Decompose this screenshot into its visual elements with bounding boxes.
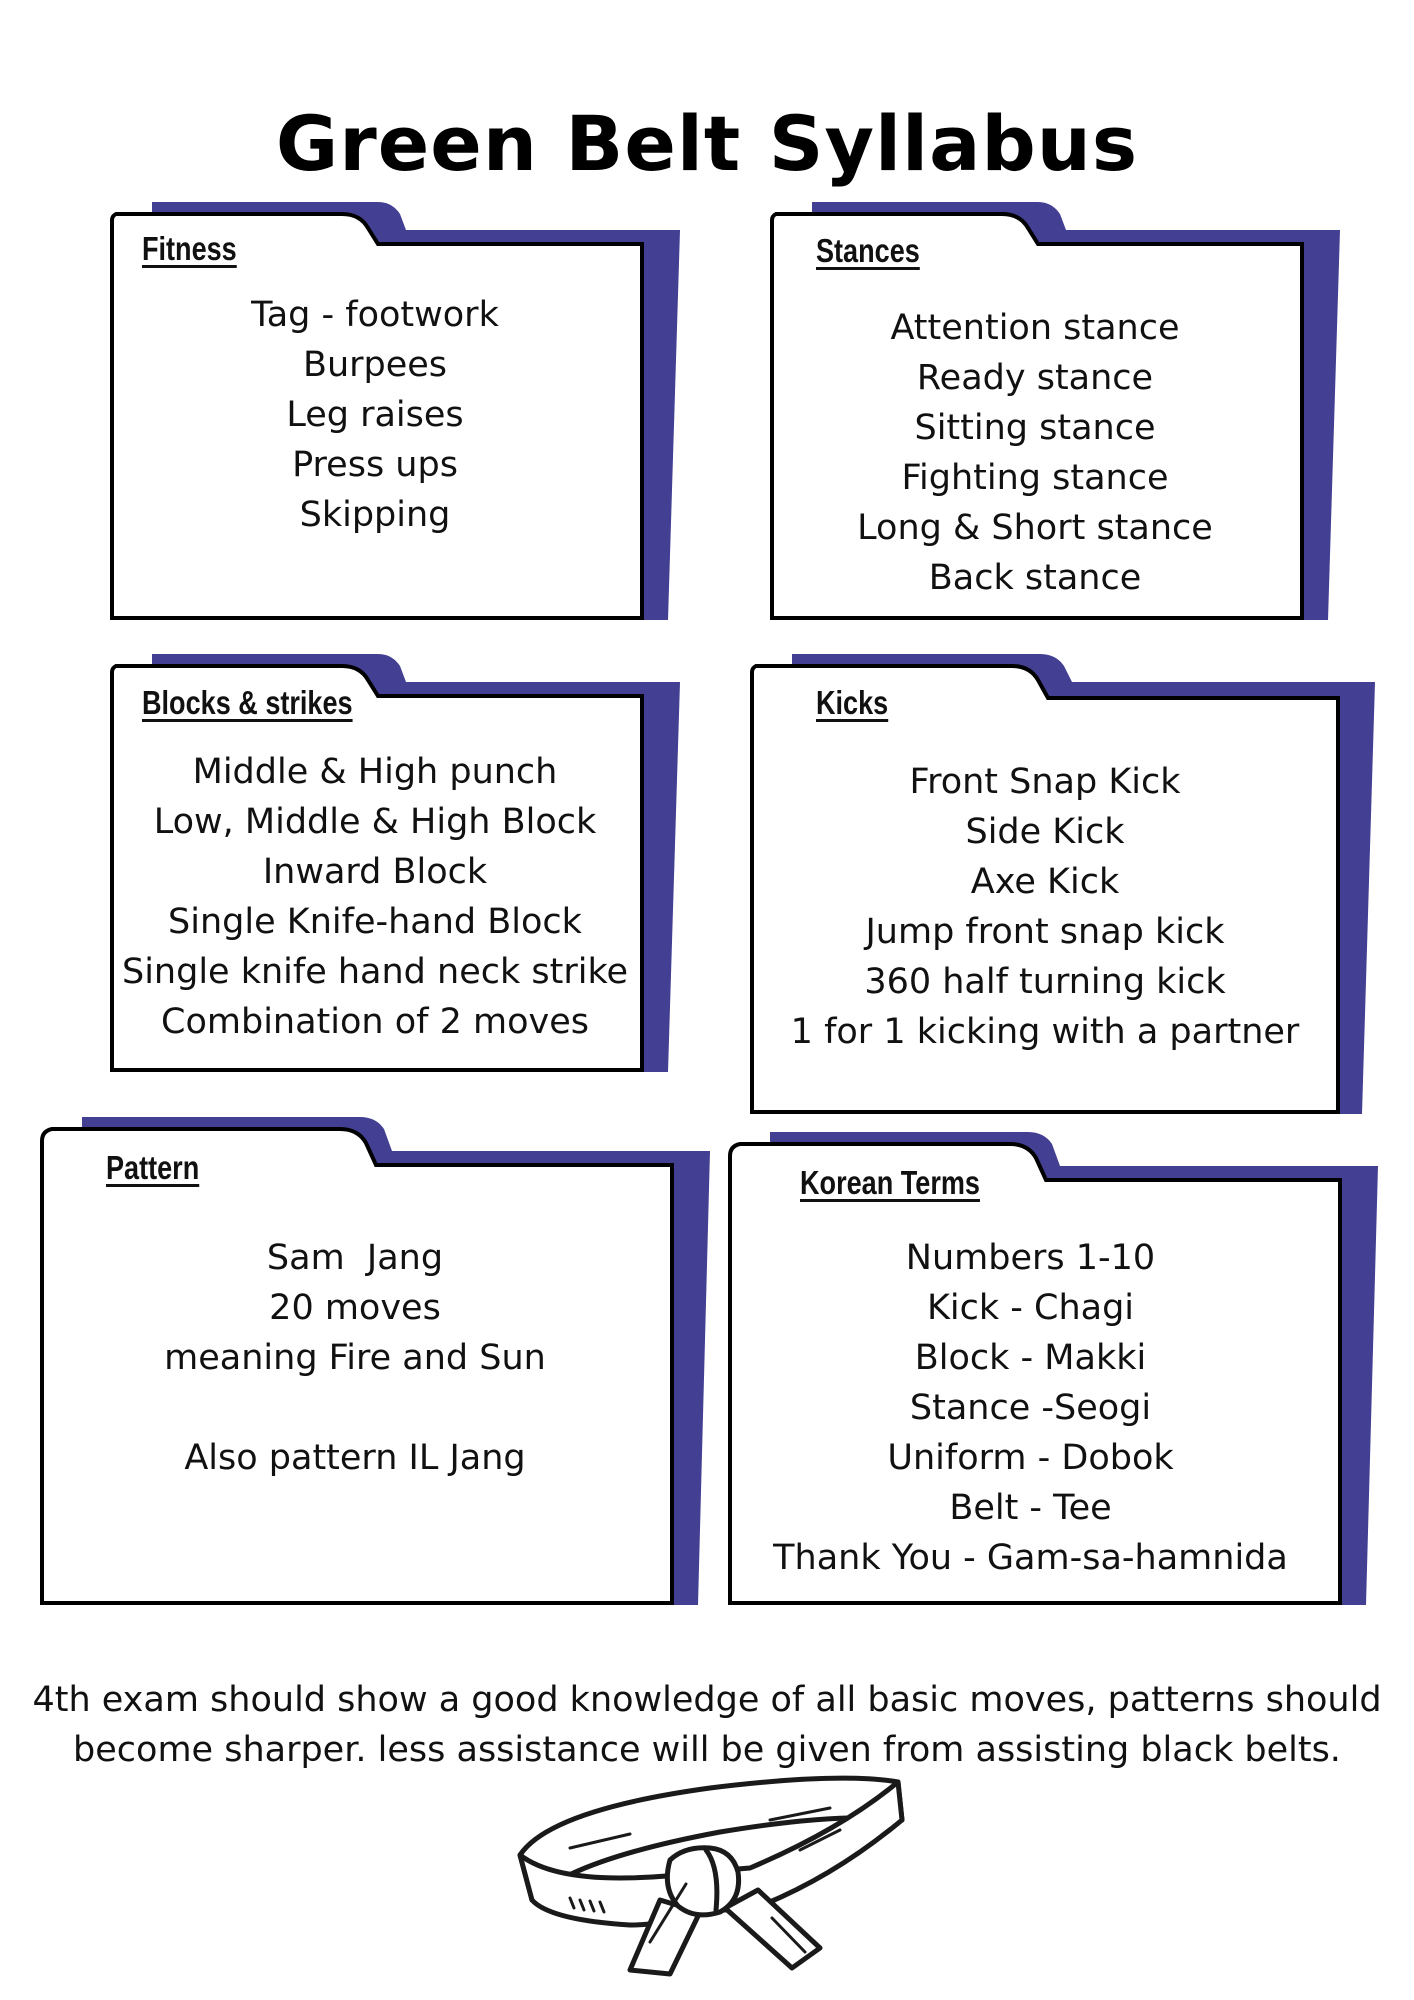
list-item: Side Kick (965, 812, 1125, 852)
list-item: Axe Kick (970, 862, 1120, 902)
list-item: Combination of 2 moves (161, 1002, 589, 1042)
fitness-folder (110, 200, 680, 620)
list-item: Press ups (292, 445, 458, 485)
belt-icon (510, 1760, 920, 1980)
list-item: Long & Short stance (857, 508, 1213, 548)
list-item: Uniform - Dobok (887, 1438, 1174, 1478)
stances-items (770, 303, 1300, 603)
exam-note: 4th exam should show a good knowledge of all basic moves, patterns should become sharper. less assistance will be given from assisting black belts. (32, 1680, 1382, 1770)
section-label-blocks: Blocks & strikes (142, 684, 353, 721)
list-item: Block - Makki (914, 1338, 1147, 1378)
list-item (40, 1383, 670, 1433)
list-item: Front Snap Kick (909, 762, 1181, 802)
list-item: Low, Middle & High Block (153, 802, 597, 842)
list-item: 1 for 1 kicking with a partner (790, 1012, 1300, 1052)
list-item: Stance -Seogi (909, 1388, 1152, 1428)
list-item: Inward Block (262, 852, 488, 892)
section-label-korean-terms: Korean Terms (800, 1164, 980, 1201)
korean-terms-items (728, 1233, 1333, 1583)
list-item: 20 moves (269, 1288, 441, 1328)
list-item: meaning Fire and Sun (164, 1338, 546, 1378)
list-item: Middle & High punch (192, 752, 558, 792)
list-item: Back stance (928, 558, 1142, 598)
list-item: 360 half turning kick (864, 962, 1226, 1002)
list-item: Tag - footwork (251, 295, 499, 335)
list-item: Fighting stance (901, 458, 1169, 498)
kicks-items (750, 757, 1340, 1057)
list-item: Sitting stance (914, 408, 1156, 448)
list-item: Kick - Chagi (926, 1288, 1135, 1328)
list-item: Ready stance (916, 358, 1154, 398)
page-title: Green Belt Syllabus (275, 98, 1139, 188)
korean-terms-folder (728, 1130, 1378, 1605)
list-item: Single knife hand neck strike (121, 952, 628, 992)
list-item: Thank You - Gam-sa-hamnida (773, 1538, 1288, 1578)
list-item: Skipping (299, 495, 451, 535)
section-label-fitness: Fitness (142, 230, 237, 267)
list-item: Leg raises (286, 395, 464, 435)
list-item: Burpees (302, 345, 448, 385)
list-item: Numbers 1-10 (905, 1238, 1156, 1278)
kicks-folder (750, 652, 1375, 1114)
pattern-items (40, 1233, 670, 1483)
blocks-items (80, 747, 670, 1047)
list-item: Also pattern IL Jang (184, 1438, 526, 1478)
list-item: Sam Jang (266, 1238, 444, 1278)
list-item: Jump front snap kick (865, 912, 1225, 952)
section-label-stances: Stances (816, 232, 920, 269)
section-label-pattern: Pattern (106, 1149, 200, 1186)
fitness-items (120, 290, 630, 540)
pattern-folder (40, 1115, 710, 1605)
list-item: Belt - Tee (949, 1488, 1112, 1528)
blocks-folder (110, 652, 680, 1072)
list-item: Single Knife-hand Block (168, 902, 582, 942)
list-item: Attention stance (890, 308, 1180, 348)
stances-folder (770, 200, 1340, 620)
section-label-kicks: Kicks (816, 684, 889, 721)
